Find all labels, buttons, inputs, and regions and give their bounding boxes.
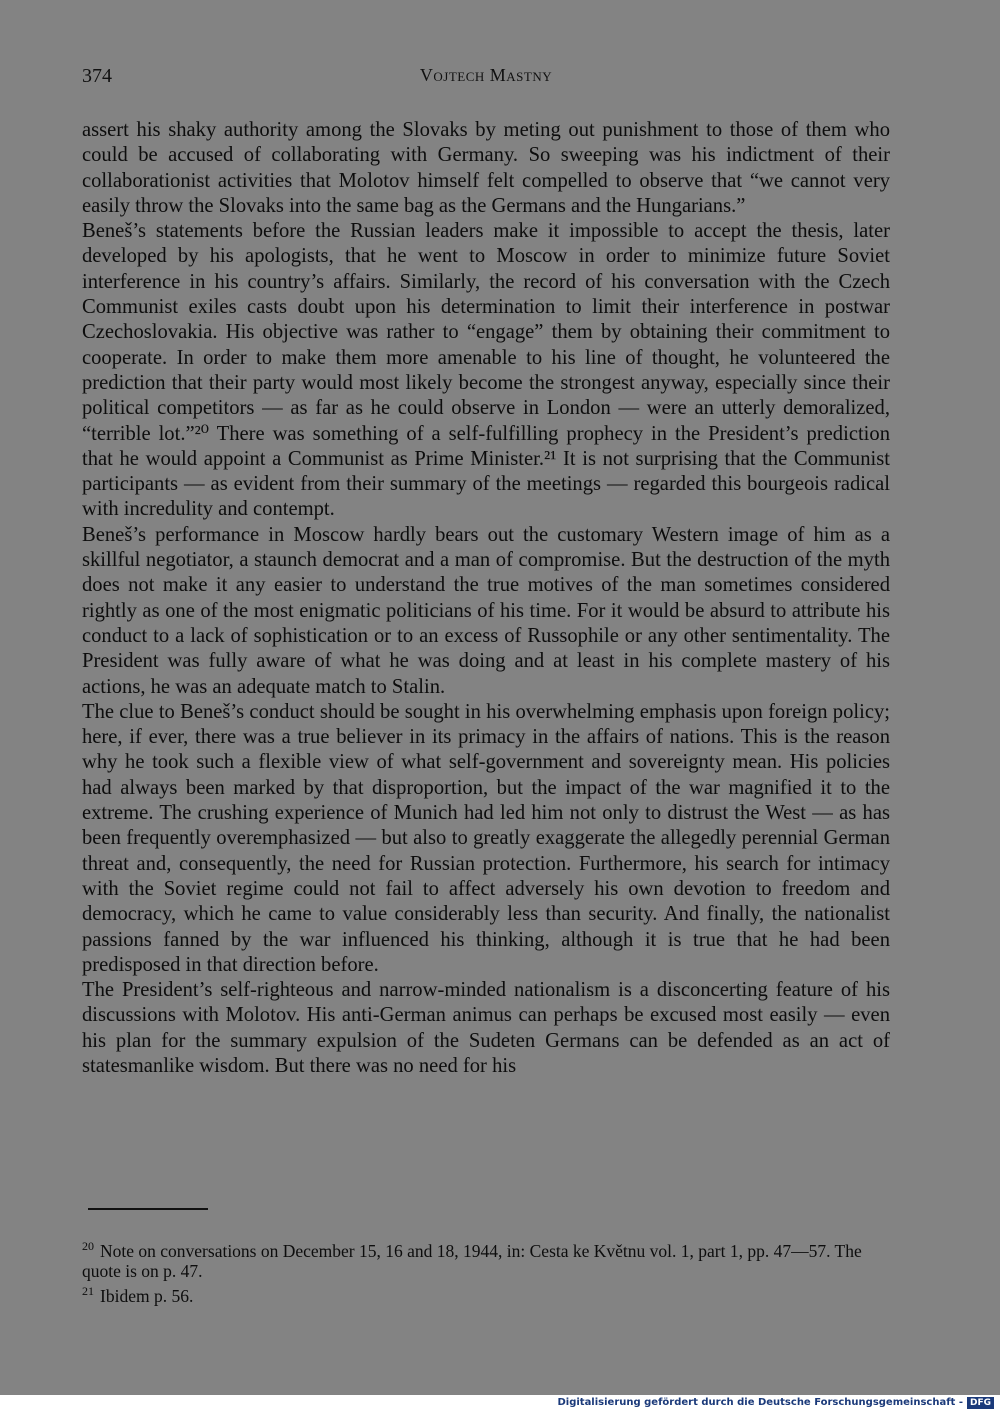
running-head: Vojtech Mastny xyxy=(419,65,553,85)
footnote xyxy=(82,1281,890,1306)
paragraph: assert his shaky authority among the Slovaks by meting out punishment to those of them who could be accused of collaborating with Germany. So sweeping was his indictment of their collaborationist activities that Molotov himself felt compelled to observe that “we cannot very easily throw the Slovaks into the same bag as the Germans and the Hungarians.” xyxy=(82,119,890,217)
body-text xyxy=(82,118,890,1079)
paragraph: Beneš’s statements before the Russian leaders make it impossible to accept the thesis, later developed by his apologists, that he went to Moscow in order to minimize future Soviet interference in his country’s affairs. Similarly, the record of his conversation with the Czech Communist exiles casts doubt upon his determination to limit their interference in postwar Czechoslovakia. His objective was rather to “engage” them by obtaining their commitment to cooperate. In order to make them more amenable to his line of thought, he volunteered the prediction that their party would most likely become the strongest anyway, especially since their political competitors — as far as he could observe in London — were an utterly demoralized, “terrible lot.”²⁰ There was something of a self-fulfilling prophecy in the President’s prediction that he would appoint a Communist as Prime Minister.²¹ It is not surprising that the Communist participants — as evident from their summary of the meetings — regarded this bourgeois radical with incredulity and contempt. xyxy=(82,220,890,521)
footnote-number: 20 xyxy=(82,1239,94,1253)
page-number: 374 xyxy=(82,65,112,87)
footnote-text: Note on conversations on December 15, 16 and 18, 1944, in: Cesta ke Květnu vol. 1, part 1, pp. 47—57. The quote is on p. 47. xyxy=(82,1240,862,1281)
footnote xyxy=(82,1236,890,1281)
page-header xyxy=(82,65,890,95)
footnotes xyxy=(82,1236,890,1306)
paragraph: Beneš’s performance in Moscow hardly bears out the customary Western image of him as a skillful negotiator, a staunch democrat and a man of compromise. But the destruction of the myth does not make it any easier to understand the true motives of the man sometimes considered rightly as one of the most enigmatic politicians of his time. For it would be absurd to attribute his conduct to a lack of sophistication or to an excess of Russophile or any other sentimentality. The President was fully aware of what he was doing and at least in his complete mastery of his actions, he was an adequate match to Stalin. xyxy=(82,523,890,698)
digitization-credit-text: Digitalisierung gefördert durch die Deutsche Forschungsgemeinschaft - xyxy=(557,1397,963,1408)
digitization-credit xyxy=(557,1396,994,1409)
footnote-number: 21 xyxy=(82,1283,94,1298)
paragraph: The clue to Beneš’s conduct should be sought in his overwhelming emphasis upon foreign policy; here, if ever, there was a true believer in its primacy in the affairs of nations. This is the reason why he took such a flexible view of what self-government and sovereignty mean. His policies had always been marked by that disproportion, but the impact of the war magnified it to the extreme. The crushing experience of Munich had led him not only to distrust the West — as has been frequently overemphasized — but also to greatly exaggerate the allegedly perennial German threat and, consequently, the need for Russian protection. Furthermore, his search for intimacy with the Soviet regime could not fail to affect adversely his own devotion to freedom and democracy, which he came to value considerably less than security. And finally, the nationalist passions fanned by the war influenced his thinking, although it is true that he had been predisposed in that direction before. xyxy=(82,700,890,976)
paragraph: The President’s self-righteous and narrow-minded nationalism is a disconcerting feature of his discussions with Molotov. His anti-German animus can perhaps be excused most easily — even his plan for the summary expulsion of the Sudeten Germans can be defended as an act of statesmanlike wisdom. But there was no need for his xyxy=(82,979,890,1077)
dfg-logo: DFG xyxy=(967,1397,994,1409)
footnote-divider xyxy=(88,1208,208,1210)
footnote-text: Ibidem p. 56. xyxy=(100,1285,194,1306)
